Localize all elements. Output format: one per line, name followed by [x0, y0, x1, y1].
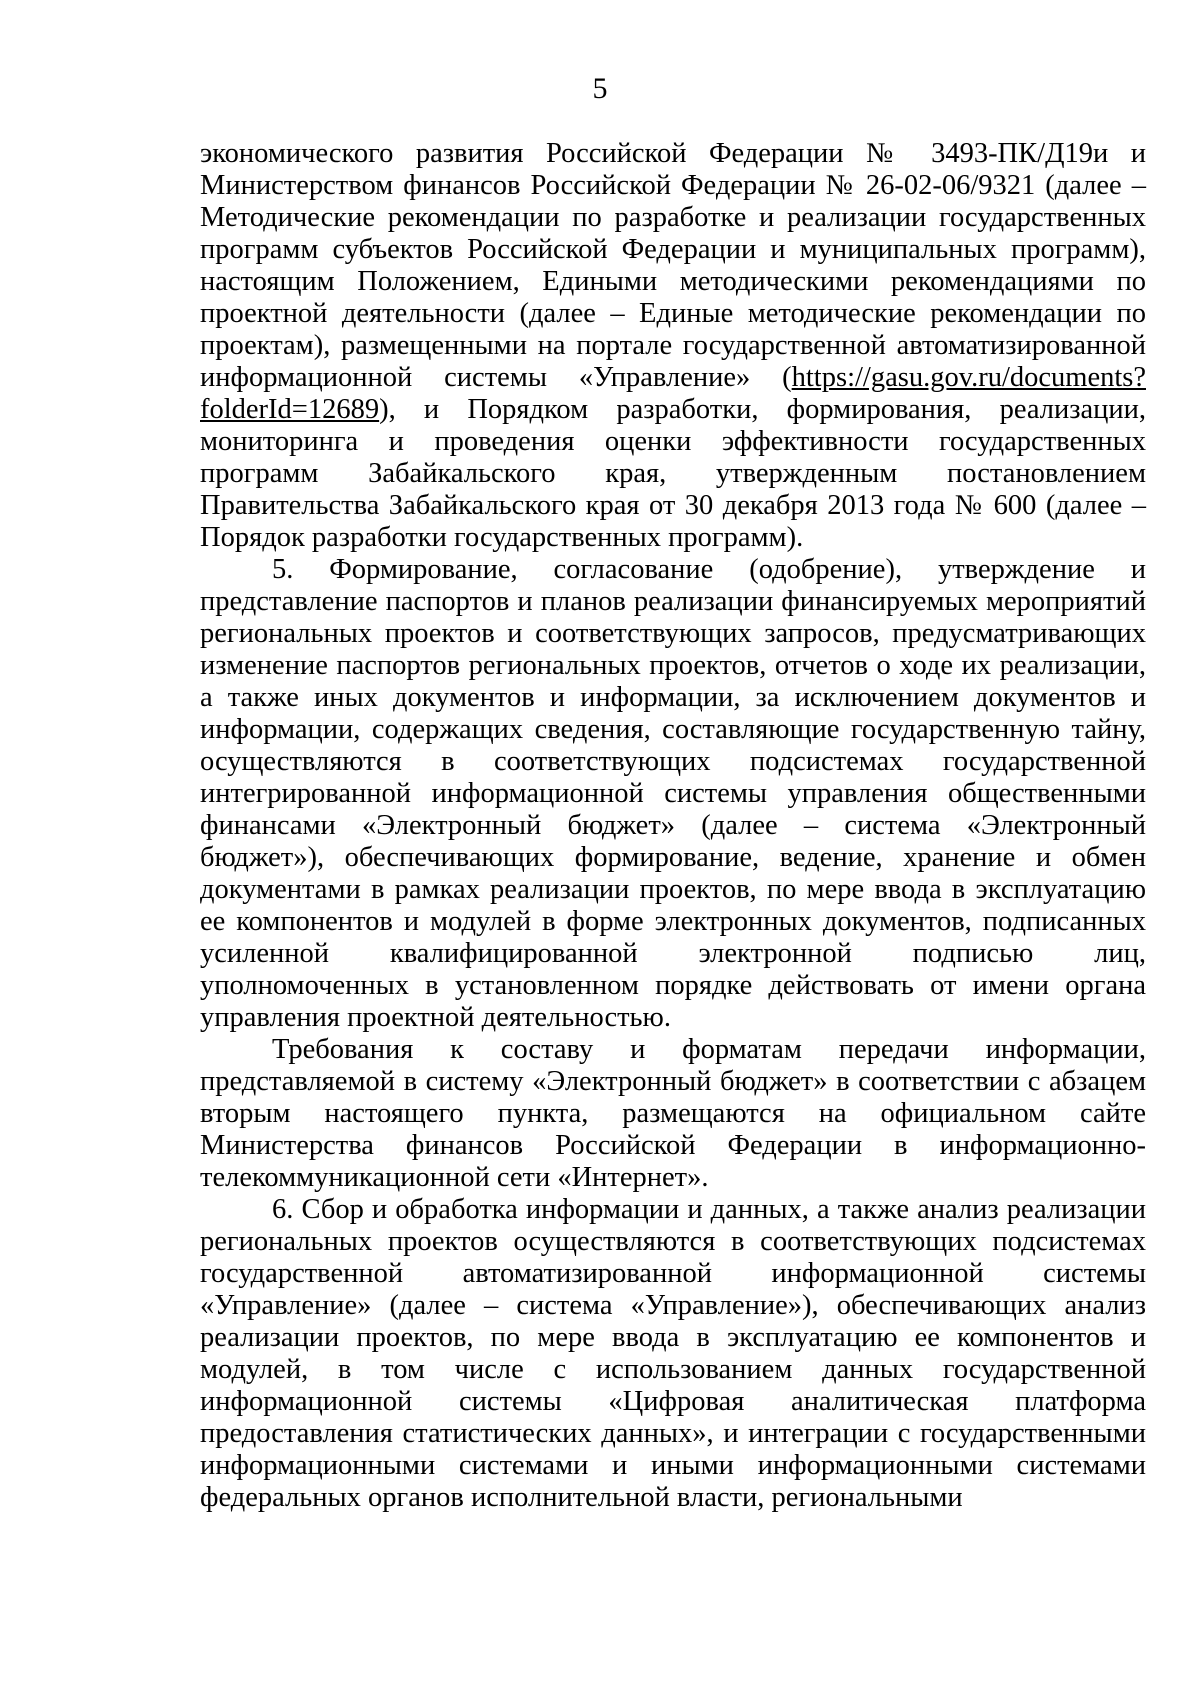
paragraph-item-5: 5. Формирование, согласование (одобрение), утверждение и представление паспортов и планов реализации финансируемых мероприятий региональных проектов и соответствующих запросов, предусматривающих изменение паспортов региональных проектов, отчетов о ходе их реализации, а также иных документов и информации, за исключением документов и информации, содержащих сведения, составляющие государственную тайну, осуществляются в соответствующих подсистемах государственной интегрированной информационной системы управления общественными финансами «Электронный бюджет» (далее – система «Электронный бюджет»), обеспечивающих формирование, ведение, хранение и обмен документами в рамках реализации проектов, по мере ввода в эксплуатацию ее компонентов и модулей в форме электронных документов, подписанных усиленной квалифицированной электронной подписью лиц, уполномоченных в установленном порядке действовать от имени органа управления проектной деятельностью.: [200, 554, 1146, 1033]
paragraph-text: ), и Порядком разработки, формирования, реализации, мониторинга и проведения оценки эффективности государственных программ Забайкальского края, утвержденным постановлением Правительства Забайкальского края от 30 декабря 2013 года № 600 (далее – Порядок разработки государственных программ).: [200, 394, 1146, 553]
paragraph-text: экономического развития Российской Федерации № 3493-ПК/Д19и и Министерством финансов Российской Федерации № 26-02-06/9321 (далее – Методические рекомендации по разработке и реализации государственных программ субъектов Российской Федерации и муниципальных программ), настоящим Положением, Едиными методическими рекомендациями по проектной деятельности (далее – Единые методические рекомендации по проектам), размещенными на портале государственной автоматизированной информационной системы «Управление» (: [200, 138, 1146, 393]
document-body: [200, 138, 1146, 1514]
gasu-documents-link[interactable]: https://gasu.gov.ru/documents?folderId=12689: [200, 362, 1146, 425]
paragraph-item-6: 6. Сбор и обработка информации и данных, а также анализ реализации региональных проектов осуществляются в соответствующих подсистемах государственной автоматизированной информационной системы «Управление» (далее – система «Управление»), обеспечивающих анализ реализации проектов, по мере ввода в эксплуатацию ее компонентов и модулей, в том числе с использованием данных государственной информационной системы «Цифровая аналитическая платформа предоставления статистических данных», и интеграции с государственными информационными системами и иными информационными системами федеральных органов исполнительной власти, региональными: [200, 1194, 1146, 1513]
page-number: 5: [592, 72, 608, 105]
paragraph-continuation: [200, 138, 1146, 554]
paragraph-requirements: Требования к составу и форматам передачи информации, представляемой в систему «Электронный бюджет» в соответствии с абзацем вторым настоящего пункта, размещаются на официальном сайте Министерства финансов Российской Федерации в информационно-телекоммуникационной сети «Интернет».: [200, 1034, 1146, 1193]
